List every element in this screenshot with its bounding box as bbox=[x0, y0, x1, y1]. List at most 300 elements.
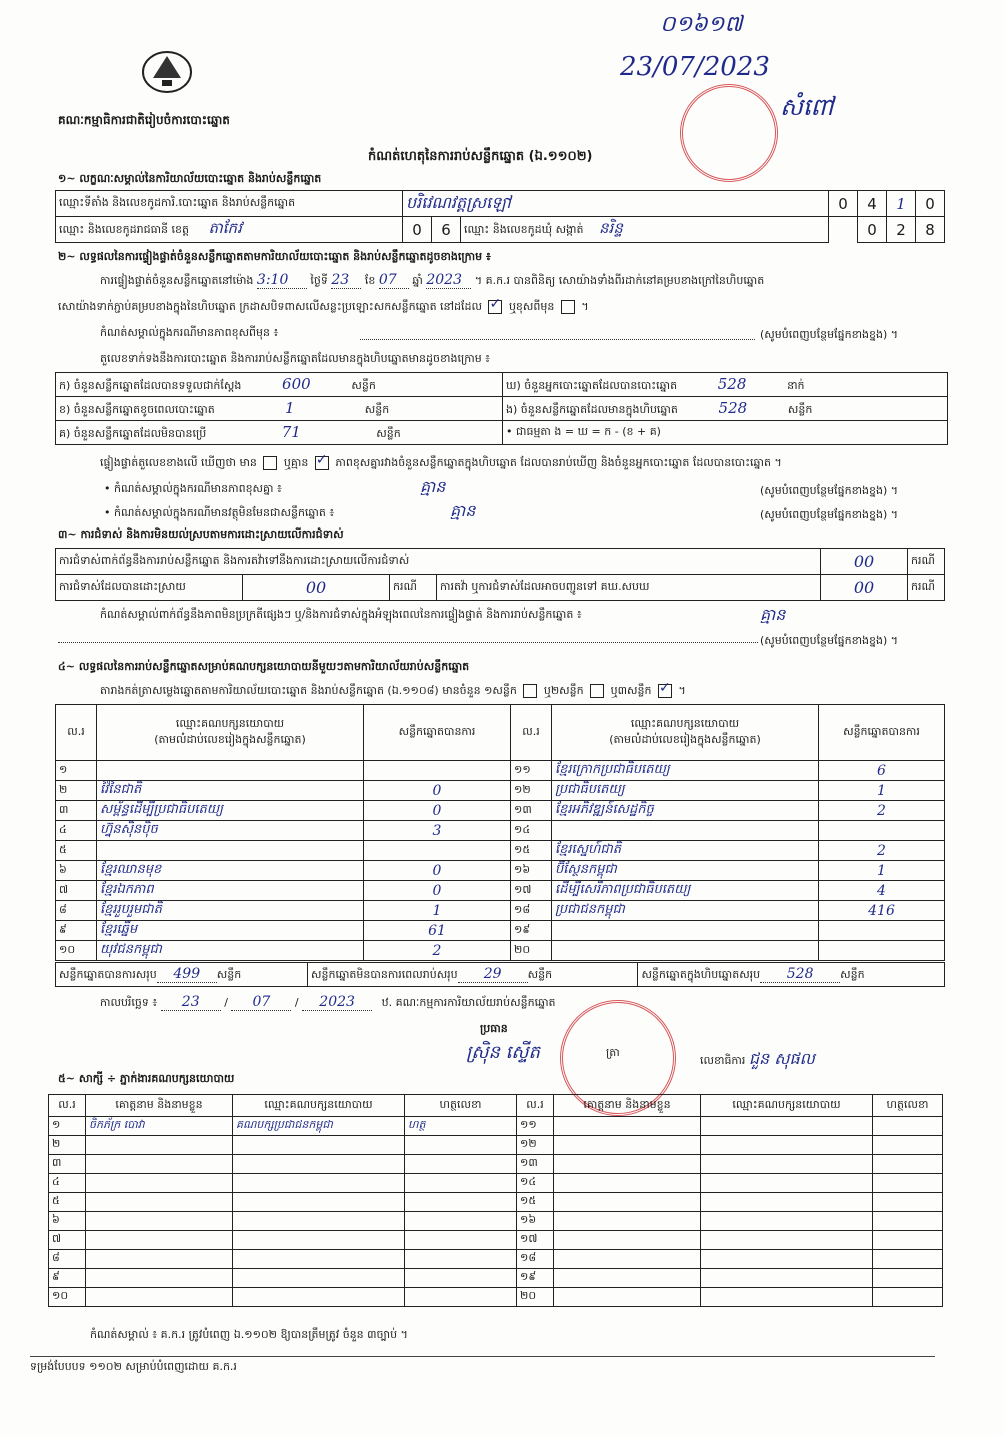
s2-rc-val: 71 bbox=[281, 422, 301, 441]
s5-party bbox=[701, 1136, 873, 1155]
s2-line1 bbox=[100, 272, 945, 290]
s5-party bbox=[701, 1193, 873, 1212]
s4-h-party-r2: (តាមលំដាប់លេខរៀងក្នុងសន្លឹកឆ្នោត) bbox=[609, 732, 761, 746]
s2-re-right bbox=[503, 397, 948, 421]
s4-votes: 416 bbox=[819, 901, 945, 921]
s4-valid bbox=[56, 963, 308, 987]
s5-party bbox=[233, 1231, 405, 1250]
s1-r1-d0: 0 bbox=[829, 191, 858, 217]
org-name: គណៈកម្មាធិការជាតិរៀបចំការបោះឆ្នោត bbox=[58, 113, 230, 127]
s5-sig bbox=[405, 1193, 517, 1212]
s4-chair: ប្រធាន bbox=[480, 1022, 508, 1035]
s5-party bbox=[233, 1174, 405, 1193]
s5-h-no-r: ល.រ bbox=[517, 1095, 554, 1117]
two-sheet-checkbox[interactable] bbox=[590, 684, 604, 698]
unchanged-checkbox[interactable] bbox=[488, 300, 502, 314]
s4-votes: 4 bbox=[819, 881, 945, 901]
s4-no: ៩ bbox=[56, 921, 97, 941]
s5-party bbox=[701, 1288, 873, 1307]
s4-no: ១១ bbox=[511, 761, 552, 781]
s4-no: ៥ bbox=[56, 841, 97, 861]
s5-no: ២ bbox=[49, 1136, 86, 1155]
s5-party bbox=[701, 1269, 873, 1288]
s2-note1-line bbox=[360, 326, 755, 340]
s2-check-c: ភាពខុសគ្នារវាងចំនួនសន្លឹកឆ្នោតក្នុងហិបឆ្នោត ដែលបានរាប់ឃើញ និងចំនួនអ្នកបោះឆ្នោត ដែលបានបោះឆ្នោត ។ bbox=[335, 456, 782, 469]
s4-sheets-text: តារាងកត់ត្រាសម្លេងឆ្នោតតាមការិយាល័យបោះឆ្នោត និងរាប់សន្លឹកឆ្នោត (ឯ.១១០៨) មានចំនួន ១សន្លឹក bbox=[100, 684, 517, 697]
s5-name bbox=[86, 1231, 233, 1250]
s5-no: ១ bbox=[49, 1117, 86, 1136]
s3-r1-label: ការជំទាស់ពាក់ព័ន្ធនឹងការរាប់សន្លឹកឆ្នោត និងការតវ៉ាទៅនឹងការដោះស្រាយលើការជំទាស់ bbox=[56, 549, 821, 575]
s5-sig bbox=[405, 1288, 517, 1307]
s4-party: ខ្មែរឈានមុខ bbox=[97, 861, 364, 881]
s2-intro: តួលេខទាក់ទងនឹងការបោះឆ្នោត និងការរាប់សន្លឹកឆ្នោតដែលមានក្នុងហិបឆ្នោតមានដូចខាងក្រោម ៖ bbox=[100, 352, 491, 365]
s2-rd-unit: នាក់ bbox=[787, 378, 805, 392]
s2-check-a: ផ្ទៀងផ្ទាត់តួលេខខាងលើ ឃើញថា មាន bbox=[100, 456, 257, 469]
s5-sig bbox=[873, 1155, 943, 1174]
s3-r2a-unit: ករណី bbox=[390, 575, 437, 601]
s3-note: កំណត់សម្គាល់ពាក់ព័ន្ធនឹងភាពមិនប្រក្រតីផ្សេងៗ ឬ/និងការជំទាស់ក្នុងអំឡុងពេលនៃការផ្ទៀងផ្ទាត់ និងការរាប់សន្លឹកឆ្នោត ៖ bbox=[100, 608, 582, 621]
s3-note-hand: គ្មាន bbox=[760, 605, 786, 624]
s4-h-party-r1: ឈ្មោះគណបក្សនយោបាយ bbox=[630, 716, 740, 730]
s4-party: ខ្មែរអភិវឌ្ឍន៍សេដ្ឋកិច្ច bbox=[552, 801, 819, 821]
footer-rule bbox=[30, 1356, 935, 1357]
s4-sheets-line bbox=[100, 684, 686, 700]
s5-sig bbox=[873, 1269, 943, 1288]
s4-votes bbox=[819, 941, 945, 961]
s4-invalid bbox=[308, 963, 638, 987]
s1-r2-d2: 0 bbox=[858, 217, 887, 243]
s2-rd-val: 528 bbox=[717, 374, 747, 393]
s1-r2-label bbox=[56, 217, 403, 243]
s4-h-votes-r: សន្លឹកឆ្នោតបានការ bbox=[819, 705, 945, 761]
s4-votes bbox=[819, 921, 945, 941]
s2-l1b: ថ្ងៃទី bbox=[310, 274, 328, 287]
s2-l1d: ឆ្នាំ bbox=[412, 274, 423, 287]
s1-r2-d1: 6 bbox=[432, 217, 461, 243]
s3-note-line bbox=[58, 630, 758, 643]
s5-party bbox=[233, 1155, 405, 1174]
s2-l1e: ។ គ.ក.រ បានពិនិត្យ សោយ៉ាងទាំងពីរដាក់នៅគម្របខាងក្រៅនៃហិបឆ្នោត bbox=[474, 274, 765, 287]
s5-party bbox=[701, 1212, 873, 1231]
table-row bbox=[49, 1212, 943, 1231]
s2-re-val: 528 bbox=[718, 398, 748, 417]
table-row bbox=[56, 881, 945, 901]
s1-r2-value2: នរិន្ទ bbox=[599, 218, 623, 237]
s4-party: ប៊ីស្ថែនកម្ពុជា bbox=[552, 861, 819, 881]
diff-yes-checkbox[interactable] bbox=[263, 456, 277, 470]
s5-party bbox=[701, 1174, 873, 1193]
s3-r1-val: 00 bbox=[821, 549, 908, 575]
s2-ra-unit: សន្លឹក bbox=[351, 378, 376, 392]
table-row bbox=[56, 761, 945, 781]
changed-checkbox[interactable] bbox=[561, 300, 575, 314]
s4-date-d: 23 bbox=[161, 994, 221, 1011]
s5-h-sig-l: ហត្ថលេខា bbox=[405, 1095, 517, 1117]
s2-rc-left bbox=[56, 421, 503, 445]
form-title: កំណត់ហេតុនៃការរាប់សន្លឹកឆ្នោត (ឯ.១១០២) bbox=[368, 149, 593, 164]
s2-l1c: ខែ bbox=[364, 274, 376, 287]
s4-opt3: ឬ៣សន្លឹក bbox=[610, 684, 652, 697]
s1-r1-d3: 0 bbox=[916, 191, 945, 217]
s5-footnote: កំណត់សម្គាល់ ៖ គ.ក.រ ត្រូវបំពេញ ឯ.១១០២ ឱ្យបានត្រឹមត្រូវ ចំនួន ៣ច្បាប់ ។ bbox=[90, 1328, 408, 1341]
s4-party: ប្រជាធិបតេយ្យ bbox=[552, 781, 819, 801]
s2-re-unit: សន្លឹក bbox=[787, 402, 813, 416]
s4-valid-unit: សន្លឹក bbox=[216, 967, 242, 981]
table-row bbox=[49, 1155, 943, 1174]
s1-r1-label: ឈ្មោះទីតាំង និងលេខកូដការិ.បោះឆ្នោត និងរាប់សន្លឹកឆ្នោត bbox=[56, 191, 403, 217]
s4-opt2: ឬ២សន្លឹក bbox=[543, 684, 584, 697]
s3-title: ៣~ ការជំទាស់ និងការមិនយល់ស្របតាមការដោះស្រាយលើការជំទាស់ bbox=[58, 528, 344, 541]
s1-r1-d2: 1 bbox=[887, 191, 916, 217]
s5-sig bbox=[873, 1288, 943, 1307]
s4-party: វ៉ៃនៃជាតិ bbox=[97, 781, 364, 801]
s5-sig bbox=[405, 1250, 517, 1269]
table-row bbox=[56, 841, 945, 861]
s5-name bbox=[554, 1231, 701, 1250]
s5-party bbox=[701, 1117, 873, 1136]
s5-name bbox=[554, 1269, 701, 1288]
s4-no: ២០ bbox=[511, 941, 552, 961]
s1-r2-d4: 8 bbox=[916, 217, 945, 243]
s5-sig bbox=[405, 1231, 517, 1250]
s2-changed-label: ឬខុសពីមុន bbox=[508, 300, 555, 313]
s4-box bbox=[638, 963, 945, 987]
s4-no: ១៩ bbox=[511, 921, 552, 941]
s5-no: ៧ bbox=[49, 1231, 86, 1250]
s1-r2-d0: 0 bbox=[403, 217, 432, 243]
s2-l2: សោយ៉ាងទាក់ភ្ជាប់គម្របខាងក្នុងនៃហិបឆ្នោត ក្រដាសបិទពាសលើសន្លះប្រឡោះសកសន្លឹកឆ្នោត នៅដដែល bbox=[58, 300, 482, 313]
hand-signature: សំពៅ bbox=[780, 93, 834, 121]
s4-box-label: សន្លឹកឆ្នោតក្នុងហិបឆ្នោតសរុប bbox=[641, 967, 761, 981]
s5-sig bbox=[873, 1117, 943, 1136]
s2-rd-label: ឃ) ចំនួនអ្នកបោះឆ្នោតដែលបានបោះឆ្នោត bbox=[506, 378, 678, 392]
s4-secretary-sig: ជួន សុផល bbox=[748, 1049, 815, 1068]
s4-h-party-l1: ឈ្មោះគណបក្សនយោបាយ bbox=[175, 716, 285, 730]
s5-name bbox=[554, 1117, 701, 1136]
s2-note1: កំណត់សម្គាល់ក្នុងករណីមានភាពខុសពីមុន ៖ bbox=[100, 326, 279, 339]
s5-name bbox=[86, 1193, 233, 1212]
table-row bbox=[49, 1269, 943, 1288]
s4-no: ១២ bbox=[511, 781, 552, 801]
s5-party bbox=[701, 1155, 873, 1174]
s5-no: ៥ bbox=[49, 1193, 86, 1212]
s4-h-votes-l: សន្លឹកឆ្នោតបានការ bbox=[364, 705, 511, 761]
s4-votes: 61 bbox=[364, 921, 511, 941]
table-row bbox=[49, 1117, 943, 1136]
s4-party: ខ្មែរស្នេហ៍ជាតិ bbox=[552, 841, 819, 861]
s2-l1a: ការផ្ទៀងផ្ទាត់ចំនួនសន្លឹកឆ្នោតនៅម៉ោង bbox=[100, 274, 254, 287]
s2-month: 07 bbox=[379, 272, 409, 289]
s5-sig bbox=[405, 1155, 517, 1174]
s2-b2: • កំណត់សម្គាល់ក្នុងករណីមានវត្ថុមិនមែនជាសន្លឹកឆ្នោត ៖ bbox=[104, 506, 335, 519]
s2-year: 2023 bbox=[426, 272, 471, 289]
s4-votes: 1 bbox=[819, 781, 945, 801]
s5-sig bbox=[405, 1269, 517, 1288]
s5-name bbox=[86, 1155, 233, 1174]
s5-name bbox=[554, 1212, 701, 1231]
s4-sheets-end: ។ bbox=[678, 684, 686, 697]
s2-time: 3:10 bbox=[257, 272, 307, 289]
s2-rb-label: ខ) ចំនួនសន្លឹកឆ្នោតខូចពេលបោះឆ្នោត bbox=[59, 402, 215, 416]
s5-name bbox=[86, 1269, 233, 1288]
s5-sig bbox=[405, 1174, 517, 1193]
s5-name bbox=[554, 1155, 701, 1174]
s1-r1-value: បរិវេណវត្តស្រឡៅ bbox=[403, 191, 829, 217]
s4-title: ៤~ លទ្ធផលនៃការរាប់សន្លឹកឆ្នោតសម្រាប់គណបក្សនយោបាយនីមួយៗតាមការិយាល័យរាប់សន្លឹកឆ្នោត bbox=[58, 660, 470, 673]
s5-no: ១៦ bbox=[517, 1212, 554, 1231]
s5-body bbox=[49, 1117, 943, 1307]
table-row bbox=[56, 821, 945, 841]
s1-r2-label2 bbox=[461, 217, 829, 243]
s2-check-line bbox=[100, 456, 950, 472]
s4-committee: ឋ. គណៈកម្មការការិយាល័យរាប់សន្លឹកឆ្នោត bbox=[381, 996, 556, 1009]
s4-party bbox=[97, 761, 364, 781]
hand-code: ០១៦១៧ bbox=[660, 12, 743, 37]
s4-party: ប្រជាជនកម្ពុជា bbox=[552, 901, 819, 921]
table-row bbox=[49, 1193, 943, 1212]
s4-secretary bbox=[700, 1048, 815, 1072]
table-row bbox=[56, 781, 945, 801]
s4-h-party-l2: (តាមលំដាប់លេខរៀងក្នុងសន្លឹកឆ្នោត) bbox=[154, 732, 306, 746]
table-row bbox=[49, 1174, 943, 1193]
s5-no: ១៣ bbox=[517, 1155, 554, 1174]
s3-r2b-val: 00 bbox=[821, 575, 908, 601]
s5-name bbox=[86, 1250, 233, 1269]
s4-votes bbox=[364, 841, 511, 861]
table-row bbox=[56, 921, 945, 941]
s4-votes: 1 bbox=[364, 901, 511, 921]
s4-h-party-r bbox=[552, 705, 819, 761]
s4-votes bbox=[819, 821, 945, 841]
s5-party bbox=[701, 1231, 873, 1250]
s5-party bbox=[233, 1269, 405, 1288]
s2-rb-left bbox=[56, 397, 503, 421]
s5-no: ១៨ bbox=[517, 1250, 554, 1269]
hand-date: 23/07/2023 bbox=[620, 52, 770, 82]
s2-day: 23 bbox=[331, 272, 361, 289]
s5-name bbox=[86, 1212, 233, 1231]
s5-no: ១៤ bbox=[517, 1174, 554, 1193]
table-row bbox=[56, 941, 945, 961]
table-row bbox=[49, 1231, 943, 1250]
s5-no: ១៩ bbox=[517, 1269, 554, 1288]
s4-votes bbox=[364, 761, 511, 781]
s4-valid-val: 499 bbox=[157, 966, 217, 983]
s5-party: គណបក្សប្រជាជនកម្ពុជា bbox=[233, 1117, 405, 1136]
s4-votes: 0 bbox=[364, 801, 511, 821]
s4-no: ១៦ bbox=[511, 861, 552, 881]
s4-no: ៨ bbox=[56, 901, 97, 921]
s4-chair-sig: ស្រ៊ិន ស្ទើត bbox=[466, 1042, 540, 1063]
s5-no: ៨ bbox=[49, 1250, 86, 1269]
footer-text: ទម្រង់បែបបទ ១១០២ សម្រាប់បំពេញដោយ គ.ក.រ bbox=[30, 1360, 237, 1373]
s2-check-b: ឬគ្មាន bbox=[283, 456, 309, 469]
s2-formula: • ជាធម្មតា ង = ឃ = ក - (ខ + គ) bbox=[503, 421, 948, 445]
s4-party: ខ្មែររួបរួមជាតិ bbox=[97, 901, 364, 921]
s5-witness-table bbox=[48, 1094, 943, 1307]
s5-no: ២០ bbox=[517, 1288, 554, 1307]
s1-r2-d3: 2 bbox=[887, 217, 916, 243]
s5-h-sig-r: ហត្ថលេខា bbox=[873, 1095, 943, 1117]
s4-date-m: 07 bbox=[231, 994, 291, 1011]
s1-table bbox=[55, 190, 945, 243]
s2-ra-left bbox=[56, 373, 503, 397]
s4-date-y: 2023 bbox=[302, 994, 372, 1011]
s5-party bbox=[233, 1288, 405, 1307]
s5-sig: ហត្ថ bbox=[405, 1117, 517, 1136]
s1-r2-value: តាកែវ bbox=[208, 218, 242, 237]
s3-fill: (សូមបំពេញបន្ថែមផ្នែកខាងខ្នង) ។ bbox=[760, 634, 899, 647]
s2-title: ២~ លទ្ធផលនៃការផ្ទៀងផ្ទាត់ចំនួនសន្លឹកឆ្នោតតាមការិយាល័យបោះឆ្នោត និងរាប់សន្លឹកឆ្នោតដូចខាងក្រោម ៖ bbox=[58, 250, 491, 263]
s4-no: ១៨ bbox=[511, 901, 552, 921]
s5-name bbox=[554, 1288, 701, 1307]
s1-title: ១~ លក្ខណៈសម្គាល់នៃការិយាល័យបោះឆ្នោត និងរាប់សន្លឹកឆ្នោត bbox=[58, 172, 322, 185]
s4-box-val: 528 bbox=[760, 966, 840, 983]
s4-no: ២ bbox=[56, 781, 97, 801]
s5-h-party-r: ឈ្មោះគណបក្សនយោបាយ bbox=[701, 1095, 873, 1117]
s4-party bbox=[97, 841, 364, 861]
s2-rc-unit: សន្លឹក bbox=[376, 426, 401, 440]
s4-no: ១ bbox=[56, 761, 97, 781]
table-row bbox=[49, 1136, 943, 1155]
s4-no: ៧ bbox=[56, 881, 97, 901]
s5-party bbox=[233, 1212, 405, 1231]
s5-title: ៥~ សាក្សី ÷ ភ្នាក់ងារគណបក្សនយោបាយ bbox=[58, 1072, 235, 1085]
s4-votes: 6 bbox=[819, 761, 945, 781]
s4-invalid-val: 29 bbox=[458, 966, 528, 983]
one-sheet-checkbox[interactable] bbox=[523, 684, 537, 698]
s4-party: ហ្វ៊ុនស៊ិនប៉ិច bbox=[97, 821, 364, 841]
s5-sig bbox=[873, 1231, 943, 1250]
s5-sig bbox=[873, 1174, 943, 1193]
s5-no: ៩ bbox=[49, 1269, 86, 1288]
s4-h-no-l: ល.រ bbox=[56, 705, 97, 761]
s2-rb-unit: សន្លឹក bbox=[364, 402, 390, 416]
s5-name bbox=[554, 1193, 701, 1212]
s5-h-no-l: ល.រ bbox=[49, 1095, 86, 1117]
s5-sig bbox=[873, 1193, 943, 1212]
s5-h-name-r: គោត្តនាម និងនាមខ្លួន bbox=[554, 1095, 701, 1117]
s4-party: សម្ព័ន្ធដើម្បីប្រជាធិបតេយ្យ bbox=[97, 801, 364, 821]
nec-logo bbox=[138, 44, 196, 96]
s2-table bbox=[55, 372, 948, 445]
s3-r2b-unit: ករណី bbox=[908, 575, 945, 601]
table-row bbox=[49, 1288, 943, 1307]
s2-ra-val: 600 bbox=[282, 374, 311, 393]
s5-name bbox=[86, 1288, 233, 1307]
s4-votes: 2 bbox=[819, 801, 945, 821]
s1-r1-d1: 4 bbox=[858, 191, 887, 217]
s4-party bbox=[552, 821, 819, 841]
s5-no: ១២ bbox=[517, 1136, 554, 1155]
s4-h-party-l bbox=[97, 705, 364, 761]
s5-name bbox=[86, 1174, 233, 1193]
diff-no-checkbox[interactable] bbox=[315, 456, 329, 470]
s4-seal-ref: ត្រា bbox=[606, 1046, 620, 1059]
s2-re-label: ង) ចំនួនសន្លឹកឆ្នោតដែលមានក្នុងហិបឆ្នោត bbox=[506, 402, 678, 416]
s4-votes: 1 bbox=[819, 861, 945, 881]
s1-r2-label2-text: ឈ្មោះ និងលេខកូដឃុំ សង្កាត់ bbox=[464, 222, 584, 236]
s2-rd-right bbox=[503, 373, 948, 397]
s5-name bbox=[554, 1250, 701, 1269]
s2-rc-label: គ) ចំនួនសន្លឹកឆ្នោតដែលមិនបានប្រើ bbox=[59, 426, 207, 440]
s2-b1: • កំណត់សម្គាល់ក្នុងករណីមានភាពខុសគ្នា ៖ bbox=[104, 482, 282, 495]
s5-name bbox=[86, 1136, 233, 1155]
s5-sig bbox=[873, 1212, 943, 1231]
s1-r2-label-text: ឈ្មោះ និងលេខកូដរាជធានី ខេត្ត bbox=[59, 222, 189, 236]
s4-valid-label: សន្លឹកឆ្នោតបានការសរុប bbox=[59, 967, 157, 981]
s3-r2a-label: ការជំទាស់ដែលបានដោះស្រាយ bbox=[56, 575, 243, 601]
s4-votes: 0 bbox=[364, 881, 511, 901]
s4-no: ១៣ bbox=[511, 801, 552, 821]
s4-no: ៦ bbox=[56, 861, 97, 881]
s4-date-label: កាលបរិច្ឆេទ ៖ bbox=[100, 996, 158, 1009]
s5-name bbox=[554, 1174, 701, 1193]
s4-party bbox=[552, 921, 819, 941]
s5-sig bbox=[873, 1136, 943, 1155]
s5-party bbox=[233, 1136, 405, 1155]
s4-votes: 0 bbox=[364, 861, 511, 881]
table-row bbox=[56, 901, 945, 921]
s5-no: ១៥ bbox=[517, 1193, 554, 1212]
s5-sig bbox=[405, 1136, 517, 1155]
s5-h-party-l: ឈ្មោះគណបក្សនយោបាយ bbox=[233, 1095, 405, 1117]
s5-name bbox=[554, 1136, 701, 1155]
s5-no: ៦ bbox=[49, 1212, 86, 1231]
s5-no: ៤ bbox=[49, 1174, 86, 1193]
s4-votes: 0 bbox=[364, 781, 511, 801]
table-row bbox=[56, 861, 945, 881]
s2-rb-val: 1 bbox=[284, 398, 295, 417]
s4-no: ១០ bbox=[56, 941, 97, 961]
s4-box-unit: សន្លឹក bbox=[840, 967, 865, 981]
s5-no: ១៧ bbox=[517, 1231, 554, 1250]
s5-no: ៣ bbox=[49, 1155, 86, 1174]
s5-no: ១១ bbox=[517, 1117, 554, 1136]
table-row bbox=[49, 1250, 943, 1269]
s4-totals bbox=[55, 962, 945, 987]
three-sheet-checkbox[interactable] bbox=[658, 684, 672, 698]
s2-b2-hand: គ្មាន bbox=[450, 501, 476, 520]
s3-r1-unit: ករណី bbox=[908, 549, 945, 575]
s5-name: ចិកភ័ក្រ បោវា bbox=[86, 1117, 233, 1136]
s4-body bbox=[56, 761, 945, 961]
s4-party bbox=[552, 941, 819, 961]
s4-votes: 2 bbox=[819, 841, 945, 861]
s4-secretary-label: លេខាធិការ bbox=[700, 1054, 746, 1067]
s2-note1-fill: (សូមបំពេញបន្ថែមផ្នែកខាងខ្នង) ។ bbox=[760, 328, 899, 341]
s5-party bbox=[233, 1250, 405, 1269]
s4-party: ខ្មែរក្រោកប្រជាធិបតេយ្យ bbox=[552, 761, 819, 781]
s4-votes: 3 bbox=[364, 821, 511, 841]
s4-party: ដើម្បីសេរីភាពប្រជាធិបតេយ្យ bbox=[552, 881, 819, 901]
s2-l2-end: ។ bbox=[581, 300, 589, 313]
s4-no: ១៤ bbox=[511, 821, 552, 841]
s5-h-name-l: គោត្តនាម និងនាមខ្លួន bbox=[86, 1095, 233, 1117]
s4-no: ១៧ bbox=[511, 881, 552, 901]
s1-r2-spacer bbox=[829, 217, 858, 243]
s5-party bbox=[701, 1250, 873, 1269]
s2-line2 bbox=[58, 300, 589, 316]
s5-no: ១០ bbox=[49, 1288, 86, 1307]
s4-results-table bbox=[55, 704, 945, 961]
s3-r2b-label: ការតវ៉ា ឬការជំទាស់ដែលអាចបញ្ជូនទៅ គឃ.សបឃ bbox=[437, 575, 821, 601]
s5-sig bbox=[405, 1212, 517, 1231]
s4-h-no-r: ល.រ bbox=[511, 705, 552, 761]
s4-no: ៤ bbox=[56, 821, 97, 841]
s4-no: ៣ bbox=[56, 801, 97, 821]
official-seal-top bbox=[680, 84, 778, 182]
